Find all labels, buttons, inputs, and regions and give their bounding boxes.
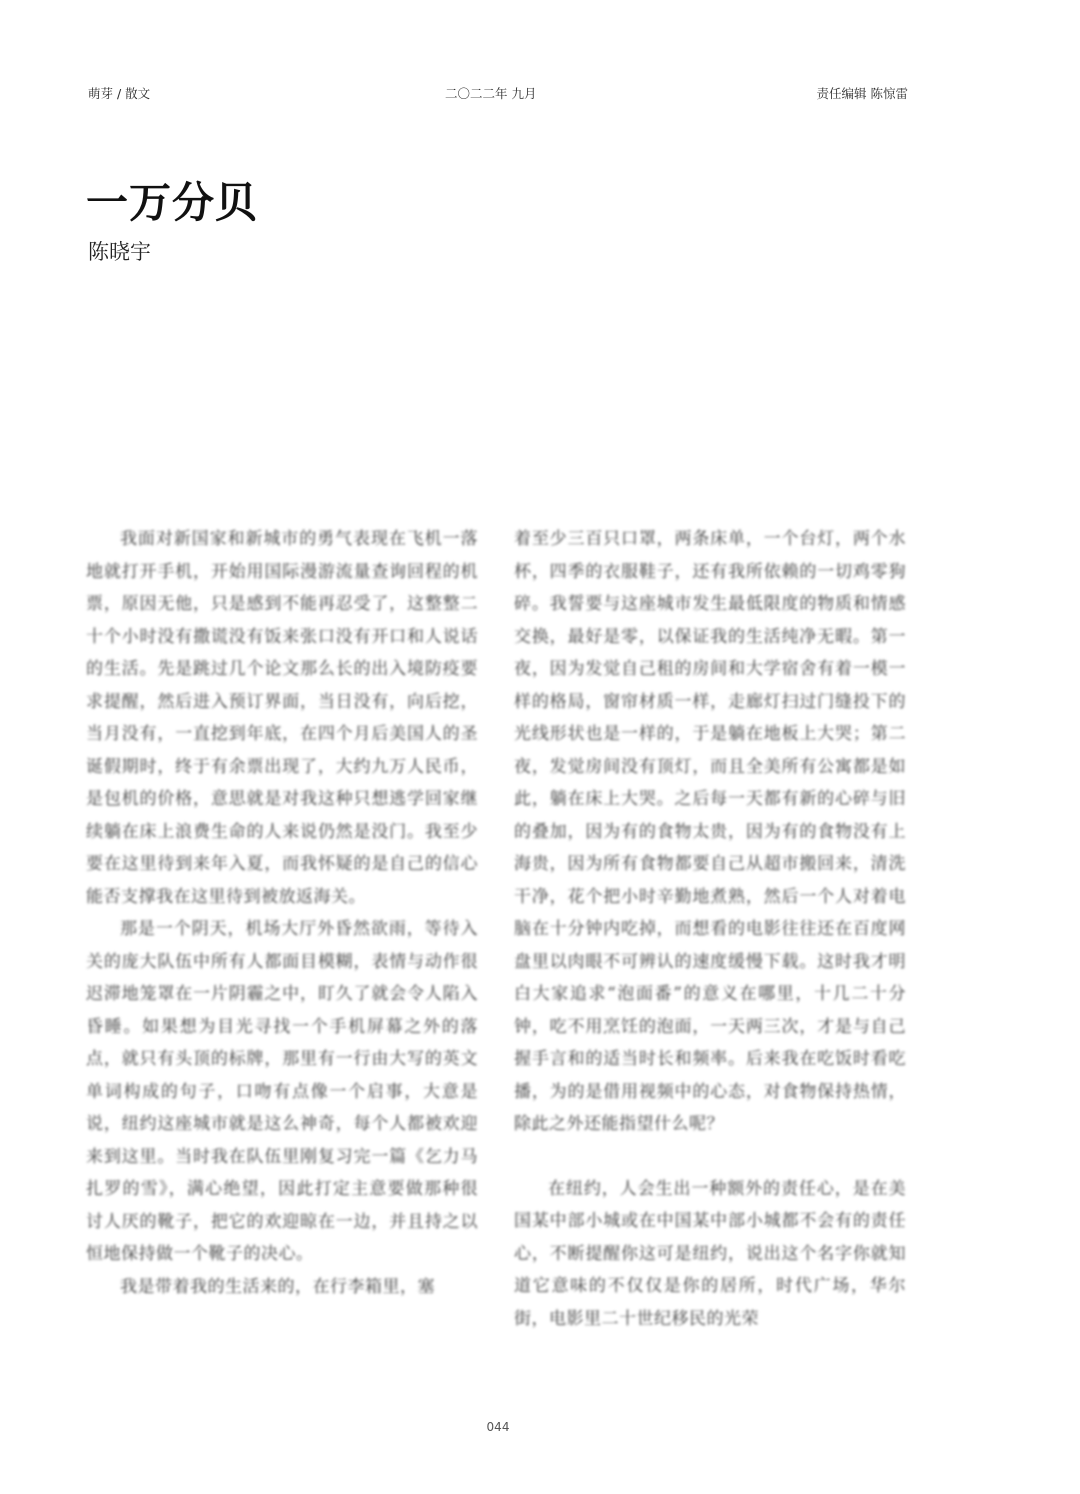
body-column-right [514, 523, 906, 1335]
running-header [88, 84, 908, 104]
page-number: 044 [486, 1420, 510, 1434]
article-title: 一万分贝 [86, 178, 259, 227]
issue-date: 二〇二二年 九月 [445, 86, 537, 101]
paragraph: 我是带着我的生活来的，在行李箱里，塞 [120, 1276, 435, 1297]
paragraph: 在纽约，人会生出一种额外的责任心，是在美国某中部小城或在中国某中部小城都不会有的责任心，不断提醒你这可是纽约，说出这个名字你就知道它意味的不仅仅是你的居所，时代广场，华尔街，电影里二十世纪移民的光荣 [514, 1178, 906, 1329]
body-column-left [86, 523, 478, 1303]
section-label: 萌芽 / 散文 [88, 86, 151, 101]
editor-credit: 责任编辑 陈惊雷 [816, 86, 908, 101]
paragraph: 我面对新国家和新城市的勇气表现在飞机一落地就打开手机，开始用国际漫游流量查询回程的机票，原因无他，只是感到不能再忍受了，这整整二十个小时没有撒谎没有饭来张口没有开口和人说话的生活。先是跳过几个论文那么长的出入境防疫要求提醒，然后进入预订界面，当日没有，向后挖，当月没有，一直挖到年底，在四个月后美国人的圣诞假期时，终于有余票出现了，大约九万人民币，是包机的价格，意思就是对我这种只想逃学回家继续躺在床上浪费生命的人来说仍然是没门。我至少要在这里待到来年入夏，而我怀疑的是自己的信心能否支撑我在这里待到被放返海关。 [86, 529, 478, 907]
paragraph: 那是一个阴天，机场大厅外昏然欲雨，等待入关的庞大队伍中所有人都面目模糊，表情与动作很迟滞地笼罩在一片阴霾之中，盯久了就会令人陷入昏睡。如果想为目光寻找一个手机屏幕之外的落点，就只有头顶的标牌，那里有一行由大写的英文单词构成的句子，口吻有点像一个启事，大意是说，纽约这座城市就是这么神奇，每个人都被欢迎来到这里。当时我在队伍里刚复习完一篇《乞力马扎罗的雪》，满心绝望，因此打定主意要做那种很讨人厌的靴子，把它的欢迎晾在一边，并且持之以恒地保持做一个靴子的决心。 [86, 919, 478, 1264]
article-author: 陈晓宇 [88, 240, 151, 264]
paragraph: 着至少三百只口罩，两条床单，一个台灯，两个水杯，四季的衣服鞋子，还有我所依赖的一切鸡零狗碎。我誓要与这座城市发生最低限度的物质和情感交换，最好是零，以保证我的生活纯净无暇。第一夜，因为发觉自己租的房间和大学宿舍有着一模一样的格局，窗帘材质一样，走廊灯扫过门缝投下的光线形状也是一样的，于是躺在地板上大哭；第二夜，发觉房间没有顶灯，而且全美所有公寓都是如此，躺在床上大哭。之后每一天都有新的心碎与旧的叠加，因为有的食物太贵，因为有的食物没有上海贵，因为所有食物都要自己从超市搬回来，清洗干净，花个把小时辛勤地煮熟，然后一个人对着电脑在十分钟内吃掉，而想看的电影往往还在百度网盘里以肉眼不可辨认的速度缓慢下载。这时我才明白大家追求“泡面番”的意义在哪里，十几二十分钟，吃不用烹饪的泡面，一天两三次，才是与自己握手言和的适当时长和频率。后来我在吃饭时看吃播，为的是借用视频中的心态，对食物保持热情，除此之外还能指望什么呢？ [514, 529, 906, 1134]
